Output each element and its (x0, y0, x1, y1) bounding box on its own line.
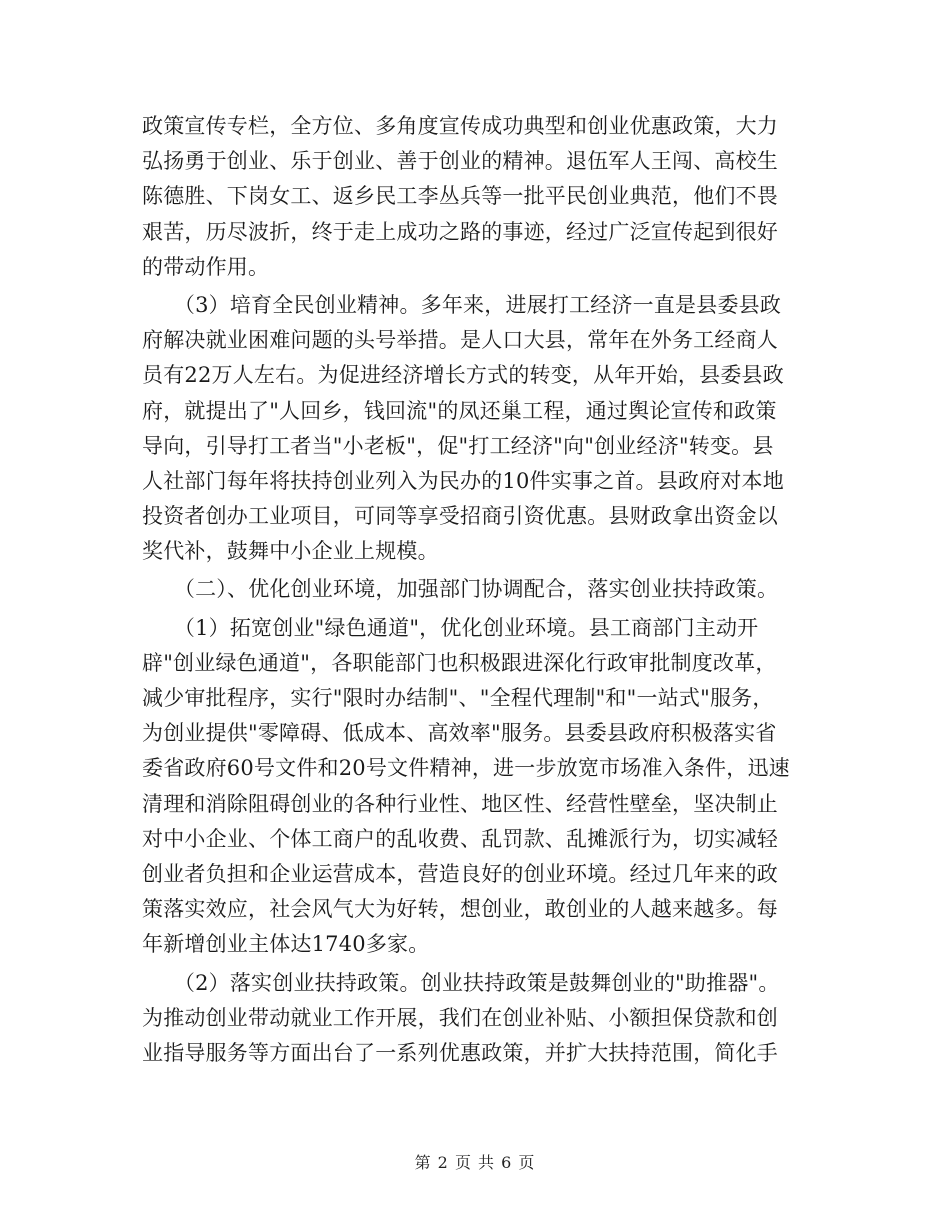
paragraph-2 (142, 288, 810, 570)
paragraph-4 (142, 611, 810, 963)
page-number-footer: 第 2 页 共 6 页 (414, 1153, 536, 1172)
text-line: 业指导服务等方面出台了一系列优惠政策，并扩大扶持范围，简化手 (142, 1040, 778, 1065)
section-heading (142, 572, 810, 607)
text-line: 创业者负担和企业运营成本，营造良好的创业环境。经过几年来的政 (142, 861, 778, 886)
text-line: 政策宣传专栏，全方位、多角度宣传成功典型和创业优惠政策，大力 (142, 114, 778, 138)
text-line: 陈德胜、下岗女工、返乡民工李丛兵等一批平民创业典范，他们不畏 (142, 184, 778, 209)
text-line: 府，就提出了"人回乡，钱回流"的凤还巢工程，通过舆论宣传和政策 (142, 398, 777, 423)
text-line: 减少审批程序，实行"限时办结制"、"全程代理制"和"一站式"服务， (142, 686, 774, 710)
text-line: 策落实效应，社会风气大为好转，想创业，敢创业的人越来越多。每 (142, 897, 778, 922)
text-line: （二）、优化创业环境，加强部门协调配合，落实创业扶持政策。 (142, 577, 779, 602)
text-line: 为推动创业带动就业工作开展，我们在创业补贴、小额担保贷款和创 (142, 1005, 778, 1030)
text-line: （1）拓宽创业"绿色通道"，优化创业环境。县工商部门主动开 (142, 615, 759, 640)
paragraph-5 (142, 966, 810, 1072)
paragraph-1 (142, 109, 810, 285)
text-line: （2）落实创业扶持政策。创业扶持政策是鼓舞创业的"助推器"。 (142, 970, 780, 995)
text-line: 清理和消除阻碍创业的各种行业性、地区性、经营性壁垒，坚决制止 (142, 791, 778, 816)
text-line: 为创业提供"零障碍、低成本、高效率"服务。县委县政府积极落实省 (142, 721, 777, 746)
text-line: 艰苦，历尽波折，终于走上成功之路的事迹，经过广泛宣传起到很好 (142, 219, 778, 244)
document-body (142, 109, 810, 1071)
text-line: 人社部门每年将扶持创业列入为民办的10件实事之首。县政府对本地 (142, 468, 784, 493)
text-line: （3）培育全民创业精神。多年来，进展打工经济一直是县委县政 (142, 292, 782, 317)
text-line: 年新增创业主体达1740多家。 (142, 932, 430, 957)
text-line: 弘扬勇于创业、乐于创业、善于创业的精神。退伍军人王闯、高校生 (142, 149, 778, 174)
text-line: 投资者创办工业项目，可同等享受招商引资优惠。县财政拿出资金以 (142, 504, 778, 529)
text-line: 对中小企业、个体工商户的乱收费、乱罚款、乱摊派行为，切实减轻 (142, 826, 778, 851)
text-line: 奖代补，鼓舞中小企业上规模。 (142, 539, 439, 564)
text-line: 辟"创业绿色通道"，各职能部门也积极跟进深化行政审批制度改革， (142, 650, 777, 675)
text-line: 的带动作用。 (142, 254, 270, 279)
text-line: 导向，引导打工者当"小老板"，促"打工经济"向"创业经济"转变。县 (142, 433, 774, 458)
text-line: 府解决就业困难问题的头号举措。是人口大县，常年在外务工经商人 (142, 328, 778, 353)
text-line: 委省政府60号文件和20号文件精神，进一步放宽市场准入条件，迅速 (142, 756, 790, 781)
text-line: 员有22万人左右。为促进经济增长方式的转变，从年开始，县委县政 (142, 363, 784, 388)
